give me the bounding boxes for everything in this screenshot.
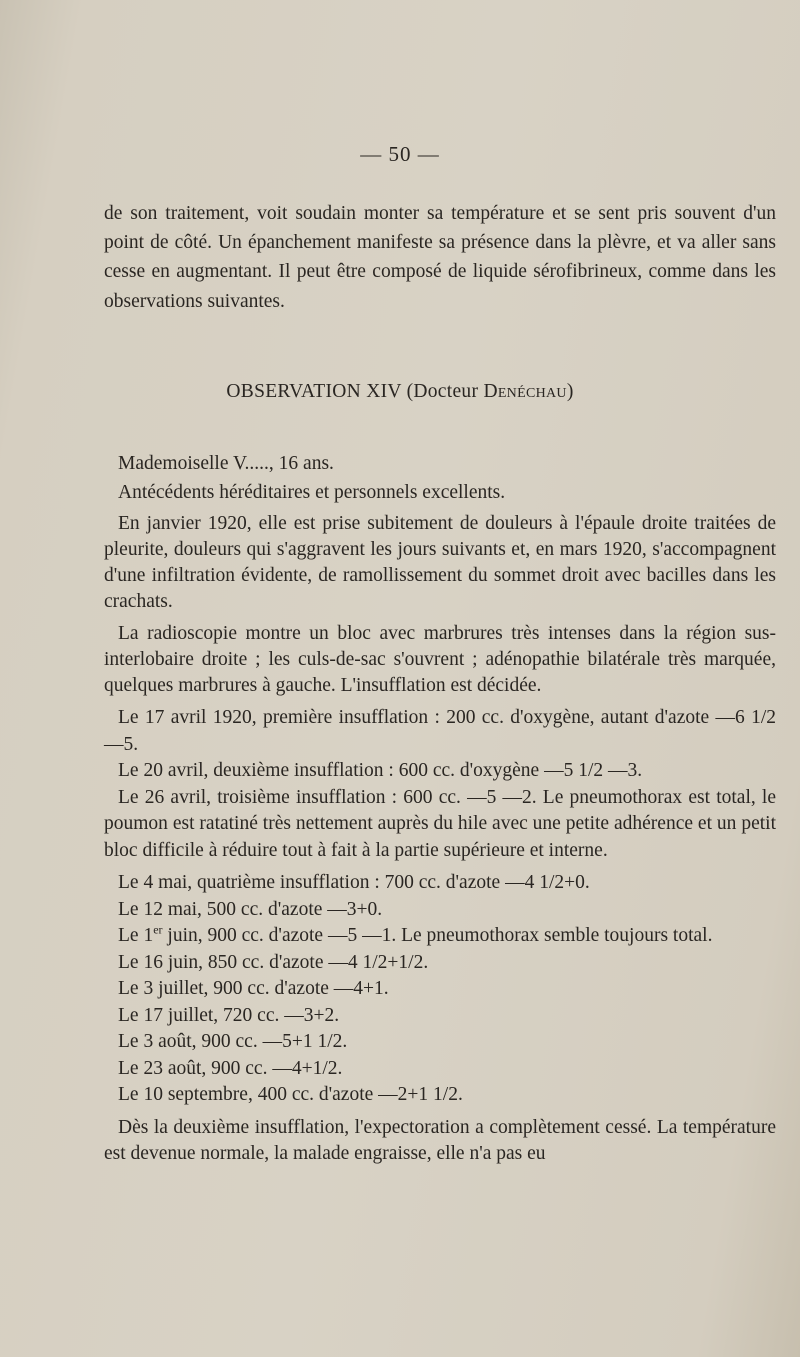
entry-june-sup: er	[153, 922, 163, 937]
entry-7: Le 3 juillet, 900 cc. d'azote —4+1.	[118, 978, 389, 1000]
radioscopy-paragraph: La radioscopie montre un bloc avec marbrures très intenses dans la région sus-interlobaire droite ; les culs-de-sac s'ouvrent ; adénopathie bilatérale très marquée, quelques marbrures à gauche. L'insufflation est décidée.	[104, 623, 776, 697]
intro-block	[104, 199, 776, 316]
history-paragraph: En janvier 1920, elle est prise subitement de douleurs à l'épaule droite traitées de pleurite, douleurs qui s'aggravent les jours suivants et, en mars 1920, s'accompagnent d'une infiltration évidente, de ramollissement du sommet droit avec bacilles dans les crachats.	[104, 513, 776, 613]
observation-body	[104, 449, 776, 1168]
observation-doctor-name: Denéchau	[483, 381, 567, 402]
entry-2: Le 20 avril, deuxième insufflation : 600 cc. d'oxygène —5 1/2 —3.	[118, 760, 643, 782]
entry-june	[104, 923, 776, 950]
entry-10: Le 23 août, 900 cc. —4+1/2.	[118, 1057, 343, 1079]
antecedents-line: Antécédents héréditaires et personnels excellents.	[118, 482, 506, 504]
observation-title-prefix: OBSERVATION XIV (Docteur	[226, 381, 484, 402]
entry-june-prefix: Le 1	[118, 925, 154, 947]
page-number: — 50 —	[360, 142, 440, 166]
entry-june-rest: juin, 900 cc. d'azote —5 —1. Le pneumothorax semble toujours total.	[162, 925, 713, 947]
observation-title	[0, 381, 800, 403]
closing-paragraph: Dès la deuxième insufflation, l'expectoration a complètement cessé. La température est devenue normale, la malade engraisse, elle n'a pas eu	[104, 1116, 776, 1165]
entry-11: Le 10 septembre, 400 cc. d'azote —2+1 1/2.	[118, 1084, 463, 1106]
entry-9: Le 3 août, 900 cc. —5+1 1/2.	[118, 1031, 348, 1053]
entry-5: Le 12 mai, 500 cc. d'azote —3+0.	[118, 898, 383, 920]
entry-8: Le 17 juillet, 720 cc. —3+2.	[118, 1004, 340, 1026]
entry-3: Le 26 avril, troisième insufflation : 600 cc. —5 —2. Le pneumothorax est total, le poumon est ratatiné très nettement auprès du hile avec une petite adhérence et un petit bloc difficile à réduire tout à fait à la partie supérieure et interne.	[104, 786, 776, 861]
entry-6: Le 16 juin, 850 cc. d'azote —4 1/2+1/2.	[118, 951, 429, 973]
entry-1: Le 17 avril 1920, première insufflation : 200 cc. d'oxygène, autant d'azote —6 1/2 —5.	[104, 707, 776, 755]
entry-4: Le 4 mai, quatrième insufflation : 700 cc. d'azote —4 1/2+0.	[118, 872, 590, 894]
intro-paragraph: de son traitement, voit soudain monter sa température et se sent pris souvent d'un point de côté. Un épanchement manifeste sa présence dans la plèvre, et va aller sans cesse en augmentant. Il peut être composé de liquide sérofibrineux, comme dans les observations suivantes.	[104, 203, 776, 312]
observation-title-suffix: )	[566, 381, 574, 402]
patient-line: Mademoiselle V....., 16 ans.	[118, 453, 334, 474]
